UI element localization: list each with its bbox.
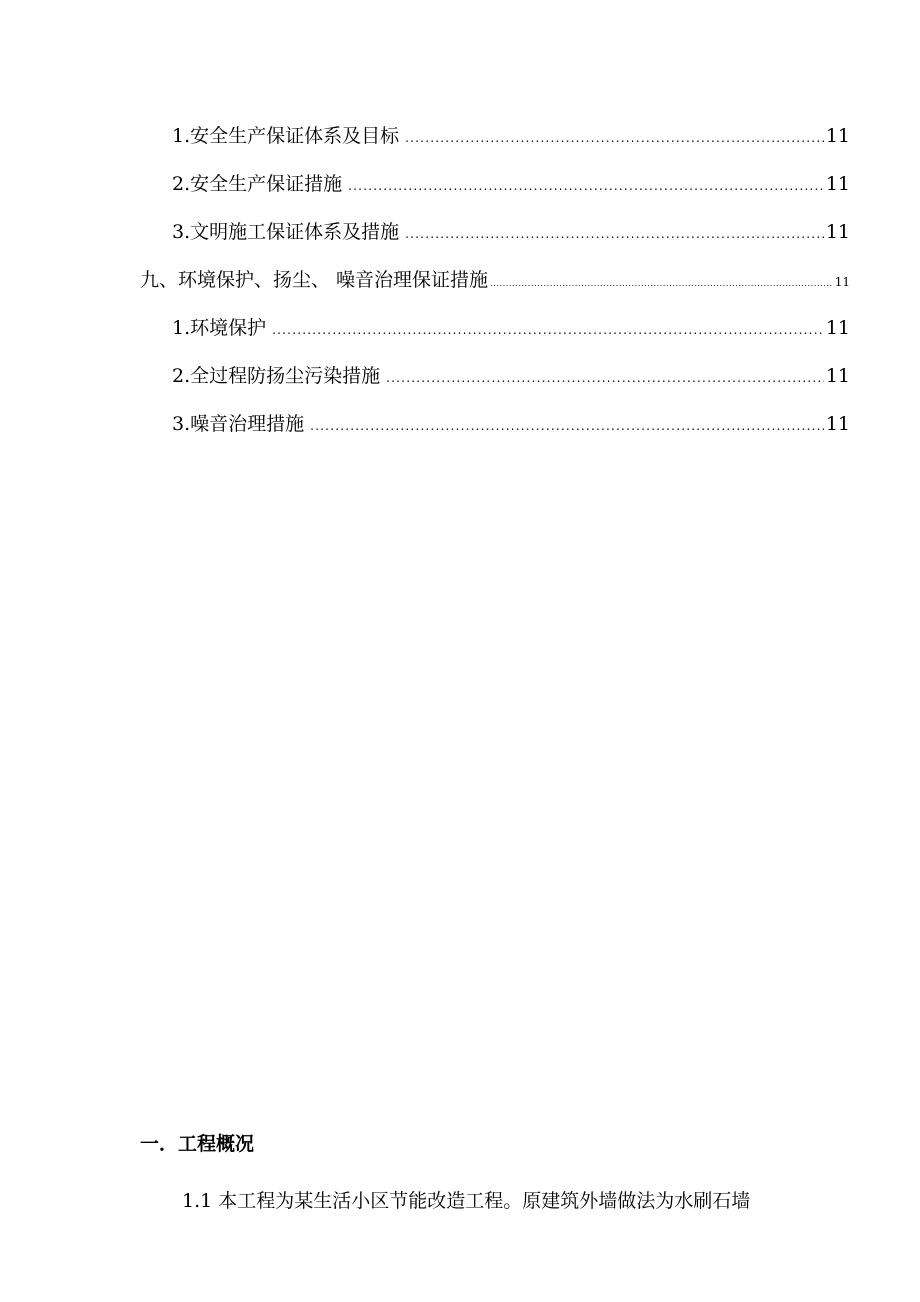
toc-entry[interactable] bbox=[172, 412, 850, 436]
toc-page-number: 11 bbox=[825, 317, 850, 339]
toc-chapter-entry[interactable] bbox=[140, 268, 850, 292]
toc-page-number: 11 bbox=[825, 365, 850, 387]
toc-page-number: 11 bbox=[825, 221, 850, 243]
toc-page-number: 11 bbox=[825, 413, 850, 435]
toc-entry-label: 九、环境保护、扬尘、 噪音治理保证措施 bbox=[140, 269, 489, 291]
body-paragraph: 1.1 本工程为某生活小区节能改造工程。原建筑外墙做法为水刷石墙 bbox=[182, 1190, 751, 1212]
toc-entry[interactable] bbox=[172, 364, 850, 388]
toc-page-number: 11 bbox=[825, 125, 850, 147]
toc-entry-label: 2.安全生产保证措施 bbox=[172, 173, 343, 195]
toc-entry[interactable] bbox=[172, 220, 850, 244]
toc-dot-leader bbox=[490, 272, 833, 296]
toc-entry-label: 3.噪音治理措施 bbox=[172, 413, 305, 435]
toc-entry-label: 2.全过程防扬尘污染措施 bbox=[172, 365, 381, 387]
toc-dot-leader bbox=[386, 366, 824, 390]
section-heading: 一．工程概况 bbox=[140, 1133, 255, 1155]
toc-entry-label: 3.文明施工保证体系及措施 bbox=[172, 221, 400, 243]
toc-dot-leader bbox=[272, 318, 824, 342]
toc-entry[interactable] bbox=[172, 316, 850, 340]
toc-dot-leader bbox=[310, 414, 824, 438]
toc-dot-leader bbox=[405, 222, 824, 246]
toc-entry[interactable] bbox=[172, 124, 850, 148]
toc-entry-label: 1.环境保护 bbox=[172, 317, 267, 339]
toc-dot-leader bbox=[405, 126, 824, 150]
toc-page-number: 11 bbox=[825, 173, 850, 195]
toc-entry-label: 1.安全生产保证体系及目标 bbox=[172, 125, 400, 147]
toc-page-number: 11 bbox=[834, 275, 850, 289]
toc-entry[interactable] bbox=[172, 172, 850, 196]
toc-dot-leader bbox=[348, 174, 824, 198]
